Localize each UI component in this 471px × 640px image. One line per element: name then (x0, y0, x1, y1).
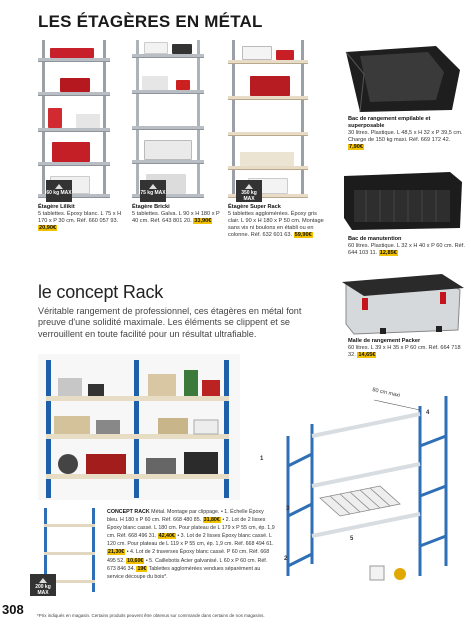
diagram-label: 3 (286, 506, 290, 512)
product-desc: 30 litres. Plastique. L 48,5 x H 32 x P 39,5 cm. Charge de 150 kg maxi. Réf. 669 172 42. (348, 130, 463, 143)
product-desc: 5 tablettes. Époxy blanc. L 75 x H 170 x P 30 cm. Réf. 660 057 93. (38, 211, 122, 224)
section-title: le concept Rack (38, 282, 164, 302)
product-name: Étagère Bricki (132, 204, 170, 210)
product-name: Étagère Lilikit (38, 204, 75, 210)
product-name: Bac de rangement empilable et superposable (348, 116, 431, 129)
price-tag: 12,85€ (379, 250, 397, 256)
page-title: LES ÉTAGÈRES EN MÉTAL (38, 12, 263, 31)
price-tag: 21,30€ (108, 549, 125, 556)
max-load-badge: 75 kg MAX (140, 180, 166, 202)
bin-stackable (348, 116, 466, 151)
product-name: Malle de rangement Packer (348, 338, 421, 344)
diagram-label: 2 (284, 556, 288, 562)
bin-handling-image (340, 166, 466, 232)
max-load-badge: 200 kg MAX (30, 574, 56, 596)
product-lilikit (38, 204, 128, 232)
product-bricki (132, 204, 226, 225)
shelf-photo-bricki (132, 40, 204, 198)
price-tag: 7,90€ (349, 144, 363, 150)
footnote: *Prix indiqués en magasin. Certains produits peuvent être obtenus sur commande dans certains de nos magasins. (37, 613, 265, 618)
product-name: Bac de manutention (348, 236, 402, 242)
bin-stackable-image (340, 44, 466, 114)
price-tag: 42,40€ (158, 533, 175, 540)
concept-rack-description: CONCEPT RACK Métal. Montage par clippage. • 1. Échelle Époxy bleu. H 180 x P 60 cm. Réf. 668 480 85. 31,80€ • 2. Lot de 2 lisses Époxy blanc cassé. L 180 cm. Pour plateau de L 179 x P 55 cm, ép. 1,9 cm. Réf. 668 496 31. 42,40€ • 3. Lot de 2 lisses Époxy blanc cassé. L 120 cm. Pour plateau de L 119 x P 55 cm, ép. 1,9 cm. Réf. 668 494 61. 21,30€ • 4. Lot de 2 traverses Époxy blanc cassé. P 60 cm. Réf. 668 495 52. 10,60€ • 5. Caillebotis Acier galvanisé. L 60 x P 60 cm. Réf. 673 846 34. 19€ Tablettes agglomérées vendues séparément au service découpe du bois*. (107, 509, 275, 580)
product-name: CONCEPT RACK (107, 509, 150, 515)
shelf-photo-super-rack (228, 40, 308, 198)
price-tag: 19€ (137, 565, 147, 572)
packer-trunk-icon (340, 270, 466, 336)
diagram-label: 4 (426, 410, 430, 416)
shelf-photo-lilikit (38, 40, 110, 198)
rack-photo-illustration (38, 354, 240, 500)
concept-rack-photo (38, 354, 240, 500)
diagram-label: 5 (350, 536, 354, 542)
rack-assembly-diagram (270, 376, 468, 606)
diagram-label: 1 (260, 456, 264, 462)
product-desc: 60 litres. L 39 x H 35 x P 60 cm. Réf. 664 718 32. (348, 345, 461, 358)
price-tag: 14,65€ (358, 352, 376, 358)
product-name: Étagère Super Rack (228, 204, 281, 210)
trunk-packer (348, 338, 466, 359)
max-load-badge: 60 kg MAX (46, 180, 72, 202)
stackable-bin-icon (340, 44, 466, 114)
section-intro: Véritable rangement de professionnel, ces étagères en métal font preuve d'une solidité maximale. Les éléments se clippent et se verrouillent en toute facilité pour un résultat ultrafiable. (38, 306, 302, 339)
bin-handling (348, 236, 466, 257)
price-tag: 59,90€ (294, 232, 312, 238)
price-tag: 31,80€ (203, 517, 220, 524)
page-number: 308 (2, 602, 24, 617)
product-desc: 5 tablettes agglomérées. Époxy gris clair. L 90 x H 180 x P 50 cm. Montage sans vis ni boulons en établi ou en colonne. Réf. 632 601 63. (228, 211, 324, 238)
product-super-rack (228, 204, 328, 239)
price-tag: 10,60€ (127, 557, 144, 564)
rack-diagram-icon (270, 376, 468, 606)
handling-bin-icon (340, 166, 466, 232)
product-desc: 60 litres. Plastique. L 32 x H 40 x P 60 cm. Réf. 644 103 11. (348, 243, 465, 256)
trunk-packer-image (340, 270, 466, 336)
max-load-badge: 350 kg MAX (236, 180, 262, 202)
product-desc: 5 tablettes. Galva. L 90 x H 180 x P 40 cm. Réf. 643 801 20. (132, 211, 220, 224)
dimension-label: 80 cm maxi (371, 387, 401, 399)
price-tag: 20,90€ (39, 225, 57, 231)
price-tag: 33,90€ (194, 218, 212, 224)
